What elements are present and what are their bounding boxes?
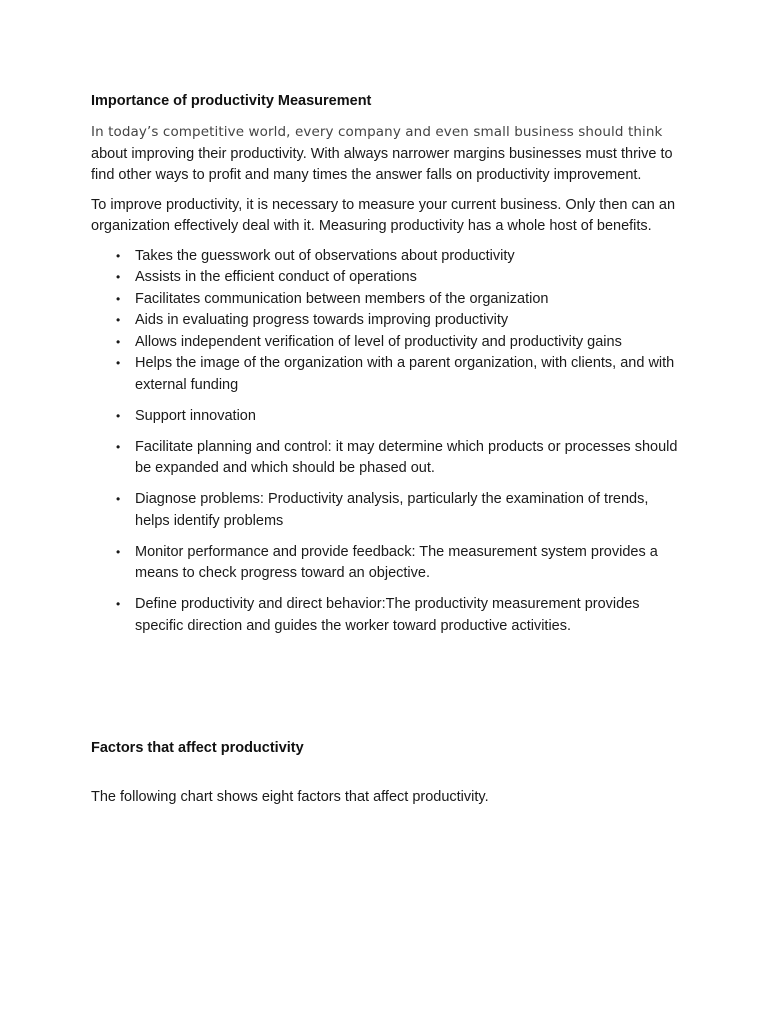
list-item-text: Aids in evaluating progress towards improving productivity (135, 312, 509, 328)
intro-paragraph (91, 122, 681, 187)
benefits-list (91, 246, 681, 638)
list-item (91, 437, 681, 480)
list-item (91, 489, 681, 532)
factors-paragraph: The following chart shows eight factors that affect productivity. (91, 789, 489, 805)
bullet-icon: • (116, 334, 121, 349)
bullet-icon: • (116, 408, 121, 423)
list-item (91, 406, 681, 428)
bullet-icon: • (116, 248, 121, 263)
measurement-paragraph: To improve productivity, it is necessary to measure your current business. Only then can an organization effectively deal with it. Measuring productivity has a whole host of benefits. (91, 196, 676, 234)
bullet-icon: • (116, 597, 121, 611)
bullet-icon: • (116, 544, 121, 559)
list-item-text: Diagnose problems: Productivity analysis, particularly the examination of trends, helps identify problems (135, 491, 649, 529)
bullet-icon: • (116, 313, 121, 327)
list-item (91, 289, 681, 311)
list-item-text: Allows independent verification of level of productivity and productivity gains (135, 333, 622, 350)
list-item (91, 594, 681, 637)
list-item-text: Define productivity and direct behavior:The productivity measurement provides specific direction and guides the worker toward productive activities. (135, 596, 640, 634)
bullet-icon: • (116, 291, 121, 306)
bullet-icon: • (116, 492, 121, 506)
document-body (91, 92, 681, 809)
list-item-text: Takes the guesswork out of observations about productivity (135, 247, 515, 264)
section-heading-factors: Factors that affect productivity (91, 740, 304, 756)
section-heading-importance: Importance of productivity Measurement (91, 93, 372, 109)
list-item (91, 310, 681, 332)
list-item (91, 542, 681, 585)
bullet-icon: • (116, 439, 121, 454)
bullet-icon: • (116, 270, 121, 284)
list-item-text: Facilitate planning and control: it may determine which products or processes should be expanded and which should be phased out. (135, 438, 678, 476)
intro-paragraph-first-line: In today’s competitive world, every company and even small business should think (91, 124, 663, 140)
list-item-text: Monitor performance and provide feedback: The measurement system provides a means to check progress toward an objective. (135, 543, 658, 581)
list-item-text: Support innovation (135, 407, 256, 424)
list-item-text: Helps the image of the organization with a parent organization, with clients, and with external funding (135, 355, 675, 393)
bullet-icon: • (116, 356, 121, 370)
list-item (91, 267, 681, 289)
intro-paragraph-rest: about improving their productivity. With always narrower margins businesses must thrive to find other ways to profit and many times the answer falls on productivity improvement. (91, 145, 673, 183)
list-item-text: Assists in the efficient conduct of operations (135, 269, 417, 285)
list-item (91, 246, 681, 268)
list-item (91, 353, 681, 396)
list-item-text: Facilitates communication between members of the organization (135, 290, 549, 307)
list-item (91, 332, 681, 354)
